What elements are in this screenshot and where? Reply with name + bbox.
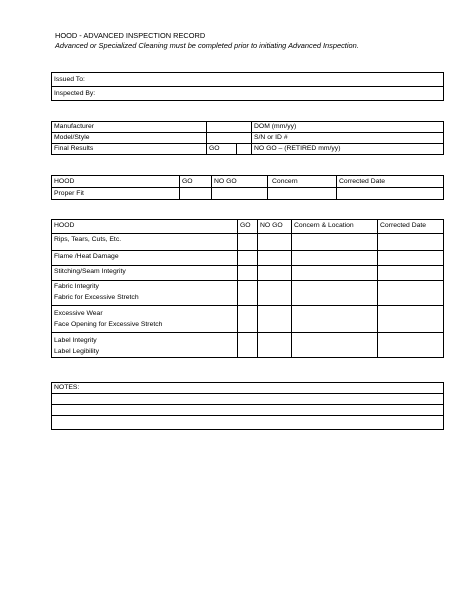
- final-go-checkbox[interactable]: [237, 144, 252, 155]
- inspection-corrected-cell[interactable]: [378, 234, 444, 251]
- inspection-nogo-cell[interactable]: [258, 333, 292, 358]
- inspection-corrected-cell[interactable]: [378, 333, 444, 358]
- nogo-retired-field[interactable]: NO GO – (RETIRED mm/yy): [252, 144, 444, 155]
- inspection-row-label: [52, 234, 238, 251]
- notes-line[interactable]: [52, 405, 444, 416]
- hood-fit-header-corrected: Corrected Date: [337, 176, 444, 188]
- hood-fit-header-nogo: NO GO: [212, 176, 268, 188]
- inspection-header-nogo: NO GO: [258, 220, 292, 234]
- hood-fit-table: [51, 175, 444, 200]
- inspection-header-concern: Concern & Location: [292, 220, 378, 234]
- fabric-integrity-label: Fabric Integrity: [54, 283, 99, 290]
- inspection-go-cell[interactable]: [238, 234, 258, 251]
- document-title: HOOD - ADVANCED INSPECTION RECORD: [55, 31, 206, 40]
- manufacturer-value[interactable]: [207, 122, 252, 133]
- issued-table: [51, 72, 444, 101]
- inspection-concern-cell[interactable]: [292, 333, 378, 358]
- inspection-concern-cell[interactable]: [292, 306, 378, 333]
- document-subtitle: Advanced or Specialized Cleaning must be completed prior to initiating Advanced Inspection.: [55, 41, 359, 50]
- dom-field[interactable]: DOM (mm/yy): [252, 122, 444, 133]
- proper-fit-nogo[interactable]: [212, 188, 268, 200]
- inspection-concern-cell[interactable]: [292, 251, 378, 266]
- issued-to-field[interactable]: Issued To:: [52, 73, 444, 87]
- label-integrity-label: Label Integrity: [54, 337, 97, 344]
- excessive-wear-label: Excessive Wear: [54, 310, 103, 317]
- inspection-row-label: [52, 281, 238, 306]
- inspected-by-field[interactable]: Inspected By:: [52, 87, 444, 101]
- inspection-nogo-cell[interactable]: [258, 281, 292, 306]
- inspection-nogo-cell[interactable]: [258, 266, 292, 281]
- notes-line[interactable]: [52, 394, 444, 405]
- manufacturer-label: Manufacturer: [52, 122, 207, 133]
- proper-fit-concern[interactable]: [268, 188, 337, 200]
- inspection-go-cell[interactable]: [238, 266, 258, 281]
- final-go-label: GO: [207, 144, 237, 155]
- inspection-row-label: [52, 251, 238, 266]
- inspection-nogo-cell[interactable]: [258, 306, 292, 333]
- hood-fit-header-go: GO: [180, 176, 212, 188]
- hood-fit-header-hood: HOOD: [52, 176, 180, 188]
- inspection-go-cell[interactable]: [238, 333, 258, 358]
- proper-fit-label: Proper Fit: [52, 188, 180, 200]
- model-style-label: Model/Style: [52, 133, 207, 144]
- inspection-corrected-cell[interactable]: [378, 266, 444, 281]
- inspection-row-label: [52, 306, 238, 333]
- sn-field[interactable]: S/N or ID #: [252, 133, 444, 144]
- inspection-header-corrected: Corrected Date: [378, 220, 444, 234]
- inspection-header-hood: HOOD: [52, 220, 238, 234]
- inspection-concern-cell[interactable]: [292, 281, 378, 306]
- inspection-go-cell[interactable]: [238, 251, 258, 266]
- inspection-concern-cell[interactable]: [292, 266, 378, 281]
- stitching-label: Stitching/Seam Integrity: [54, 268, 126, 275]
- inspection-corrected-cell[interactable]: [378, 251, 444, 266]
- proper-fit-corrected[interactable]: [337, 188, 444, 200]
- inspection-nogo-cell[interactable]: [258, 234, 292, 251]
- notes-label: NOTES:: [52, 383, 444, 394]
- inspection-corrected-cell[interactable]: [378, 306, 444, 333]
- manufacturer-table: [51, 121, 444, 155]
- inspection-concern-cell[interactable]: [292, 234, 378, 251]
- inspection-nogo-cell[interactable]: [258, 251, 292, 266]
- hood-fit-header-concern: Concern: [268, 176, 337, 188]
- rips-tears-label: Rips, Tears, Cuts, Etc.: [54, 236, 122, 243]
- proper-fit-go[interactable]: [180, 188, 212, 200]
- model-style-value[interactable]: [207, 133, 252, 144]
- notes-line[interactable]: [52, 416, 444, 430]
- fabric-stretch-label: Fabric for Excessive Stretch: [54, 294, 139, 301]
- inspection-row-label: [52, 333, 238, 358]
- flame-heat-label: Flame /Heat Damage: [54, 253, 119, 260]
- inspection-row-label: [52, 266, 238, 281]
- label-legibility-label: Label Legibility: [54, 348, 99, 355]
- notes-table: [51, 382, 444, 430]
- inspection-go-cell[interactable]: [238, 306, 258, 333]
- face-opening-label: Face Opening for Excessive Stretch: [54, 321, 163, 328]
- inspection-corrected-cell[interactable]: [378, 281, 444, 306]
- hood-inspection-table: [51, 219, 444, 358]
- inspection-header-go: GO: [238, 220, 258, 234]
- inspection-go-cell[interactable]: [238, 281, 258, 306]
- final-results-label: Final Results: [52, 144, 207, 155]
